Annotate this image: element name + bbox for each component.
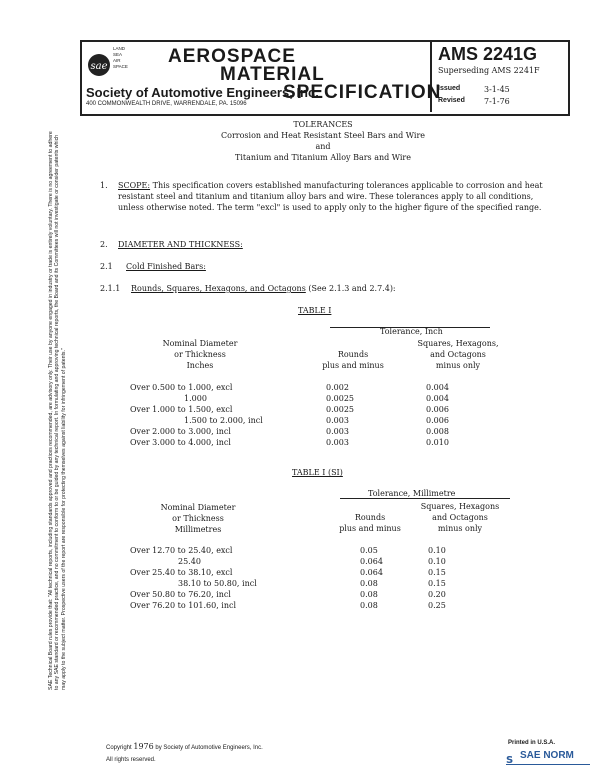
logo-sea: SEA xyxy=(113,52,123,57)
table1si-r1-c2: 0.10 xyxy=(428,557,446,566)
table1si-r0-c1: 0.05 xyxy=(360,546,378,555)
table1si-r2-c0: Over 25.40 to 38.10, excl xyxy=(130,568,233,577)
table1-col3-h0: Squares, Hexagons, xyxy=(417,339,499,348)
table1-title: TABLE I xyxy=(298,306,332,315)
table1si-r3-c1: 0.08 xyxy=(360,579,378,588)
table1-col1-h0: Nominal Diameter xyxy=(162,339,238,348)
table-row xyxy=(130,382,530,393)
sae-legal-notice: SAE Technical Board rules provide that: "All technical reports, including standards approved and practices recommended, are advisory only. Their use by anyone engaged in industry or trade is entirely voluntary. There is no agreement to adhere to any SAE standard or recommended practice, and no commitment to conform to or be guided by any technical report. In formulating and approving technical reports, the Board and its Committees will not investigate or consider patents which may apply to the subject matter. Prospective users of the report are responsible for protecting themselves against liability for infringement of patents." xyxy=(48,131,67,690)
table1si-col3-h0: Squares, Hexagons xyxy=(420,502,500,511)
table1si-col1-h0: Nominal Diameter xyxy=(160,503,236,512)
section-2-1-1-line xyxy=(131,283,396,294)
copyright-year: 1976 xyxy=(133,742,154,751)
table1-r4-c1: 0.003 xyxy=(326,427,349,436)
table1si-r4-c2: 0.20 xyxy=(428,590,446,599)
doc-title-line4: Titanium and Titanium Alloy Bars and Wire xyxy=(234,153,411,162)
table1si-group-header: Tolerance, Millimetre xyxy=(368,489,456,498)
section-2-1-number: 2.1 xyxy=(100,262,113,271)
table1-r3-c2: 0.006 xyxy=(426,416,449,425)
table1-r0-c2: 0.004 xyxy=(426,383,449,392)
table1si-col2-header xyxy=(333,512,407,534)
section-2-1-1-suffix: (See 2.1.3 and 2.7.4): xyxy=(308,284,396,293)
table1-col2-h0: Rounds xyxy=(337,350,369,359)
table1-col3-h2: minus only xyxy=(435,361,481,370)
table-row xyxy=(130,415,530,426)
table1si-col3-h2: minus only xyxy=(437,524,483,533)
table-row xyxy=(130,404,530,415)
table1-r2-c2: 0.006 xyxy=(426,405,449,414)
section-2-1-1-number: 2.1.1 xyxy=(100,284,121,293)
table-row xyxy=(130,393,530,404)
table1-col1-header xyxy=(130,338,270,371)
issued-label: Issued xyxy=(438,85,461,92)
table1si-r1-c1: 0.064 xyxy=(360,557,383,566)
table-row xyxy=(130,426,530,437)
table1-group-header: Tolerance, Inch xyxy=(380,327,443,336)
table1-col2-h1: plus and minus xyxy=(322,361,384,370)
table1-r4-c0: Over 2.000 to 3.000, incl xyxy=(130,427,231,436)
section-2-number: 2. xyxy=(100,240,108,249)
svg-text:sae: sae xyxy=(90,61,108,72)
table1si-r5-c1: 0.08 xyxy=(360,601,378,610)
table1si-col3-header xyxy=(410,501,510,534)
title-material: MATERIAL xyxy=(220,64,325,85)
table1si-r4-c1: 0.08 xyxy=(360,590,378,599)
table1-col2-header xyxy=(318,349,388,371)
society-address: 400 COMMONWEALTH DRIVE, WARRENDALE, PA. 15096 xyxy=(86,101,247,107)
table1si-r3-c0: 38.10 to 50.80, incl xyxy=(178,579,257,588)
table1si-col2-h1: plus and minus xyxy=(339,524,401,533)
table1-r0-c0: Over 0.500 to 1.000, excl xyxy=(130,383,233,392)
table1si-body xyxy=(130,545,530,611)
table-row xyxy=(130,578,530,589)
section-1-number: 1. xyxy=(100,181,108,190)
sae-norm-rule xyxy=(506,764,590,765)
table1-r1-c1: 0.0025 xyxy=(326,394,354,403)
table1-col1-h2: Inches xyxy=(186,361,214,370)
table1si-r0-c0: Over 12.70 to 25.40, excl xyxy=(130,546,233,555)
section-1-text: This specification covers established manufacturing tolerances applicable to corrosion and heat resistant steel and titanium and titanium alloy bars and wire. These tolerances apply to all conditions, unless otherwise noted. The term "excl" is used to apply only to the higher figure of the specified range. xyxy=(118,181,543,212)
table1si-col1-header xyxy=(128,502,268,535)
table1si-r0-c2: 0.10 xyxy=(428,546,446,555)
table1si-r3-c2: 0.15 xyxy=(428,579,446,588)
table-row xyxy=(130,589,530,600)
table1si-col1-h1: or Thickness xyxy=(172,514,224,523)
table1si-r1-c0: 25.40 xyxy=(178,557,201,566)
table1-r3-c1: 0.003 xyxy=(326,416,349,425)
table1si-col3-h1: and Octagons xyxy=(432,513,488,522)
title-specification: SPECIFICATION xyxy=(283,82,442,103)
sae-norm-logo-icon xyxy=(506,750,518,765)
svg-text:S: S xyxy=(506,755,514,765)
copyright-suffix: by Society of Automotive Engineers, Inc. xyxy=(155,745,263,751)
copyright-prefix: Copyright xyxy=(106,745,132,751)
revised-label: Revised xyxy=(438,97,465,104)
table1-col1-h1: or Thickness xyxy=(174,350,226,359)
table-row xyxy=(130,600,530,611)
printed-in-usa: Printed in U.S.A. xyxy=(508,740,556,746)
table1-r1-c2: 0.004 xyxy=(426,394,449,403)
table1-r5-c2: 0.010 xyxy=(426,438,449,447)
table1-r3-c0: 1.500 to 2.000, incl xyxy=(184,416,263,425)
supersedes-note: Superseding AMS 2241F xyxy=(438,66,540,75)
section-1-heading: SCOPE: xyxy=(118,181,151,190)
spec-number: AMS 2241G xyxy=(438,44,538,64)
table1si-r5-c0: Over 76.20 to 101.60, incl xyxy=(130,601,237,610)
table-row xyxy=(130,437,530,448)
logo-air: AIR xyxy=(113,58,121,63)
table1si-col1-h2: Millimetres xyxy=(174,525,222,534)
sae-norm-brand: SAE NORM xyxy=(520,750,574,761)
section-2-1-1-heading: Rounds, Squares, Hexagons, and Octagons xyxy=(131,284,306,293)
logo-space: SPACE xyxy=(113,64,128,69)
issued-date: 3-1-45 xyxy=(484,85,510,94)
table1-r2-c0: Over 1.000 to 1.500, excl xyxy=(130,405,233,414)
section-1-paragraph xyxy=(118,180,554,213)
section-2-1-heading: Cold Finished Bars: xyxy=(126,262,206,271)
sae-logo xyxy=(86,44,130,86)
society-name: Society of Automotive Engineers, Inc. xyxy=(86,85,319,100)
rights-reserved: All rights reserved. xyxy=(106,757,156,763)
section-2-heading: DIAMETER AND THICKNESS: xyxy=(118,240,243,249)
table1-r2-c1: 0.0025 xyxy=(326,405,354,414)
table1-r0-c1: 0.002 xyxy=(326,383,349,392)
table1-col3-h1: and Octagons xyxy=(430,350,486,359)
table1-r5-c1: 0.003 xyxy=(326,438,349,447)
table1-r4-c2: 0.008 xyxy=(426,427,449,436)
table1si-r5-c2: 0.25 xyxy=(428,601,446,610)
table1si-title: TABLE I (SI) xyxy=(292,468,343,477)
table1si-r2-c1: 0.064 xyxy=(360,568,383,577)
table-row xyxy=(130,556,530,567)
doc-title-tolerances: TOLERANCES xyxy=(293,120,353,129)
doc-title-line2: Corrosion and Heat Resistant Steel Bars and Wire xyxy=(221,131,425,140)
revised-date: 7-1-76 xyxy=(484,97,510,106)
table1si-col2-h0: Rounds xyxy=(354,513,386,522)
copyright-line xyxy=(106,742,263,751)
logo-land: LAND xyxy=(113,46,126,51)
title-aerospace: AEROSPACE xyxy=(168,46,296,67)
table1si-r4-c0: Over 50.80 to 76.20, incl xyxy=(130,590,231,599)
doc-title-line3: and xyxy=(315,142,331,151)
table1si-r2-c2: 0.15 xyxy=(428,568,446,577)
table1-r1-c0: 1.000 xyxy=(184,394,207,403)
table1-r5-c0: Over 3.000 to 4.000, incl xyxy=(130,438,231,447)
table1-body xyxy=(130,382,530,448)
table-row xyxy=(130,567,530,578)
table1-col3-header xyxy=(408,338,508,371)
table-row xyxy=(130,545,530,556)
